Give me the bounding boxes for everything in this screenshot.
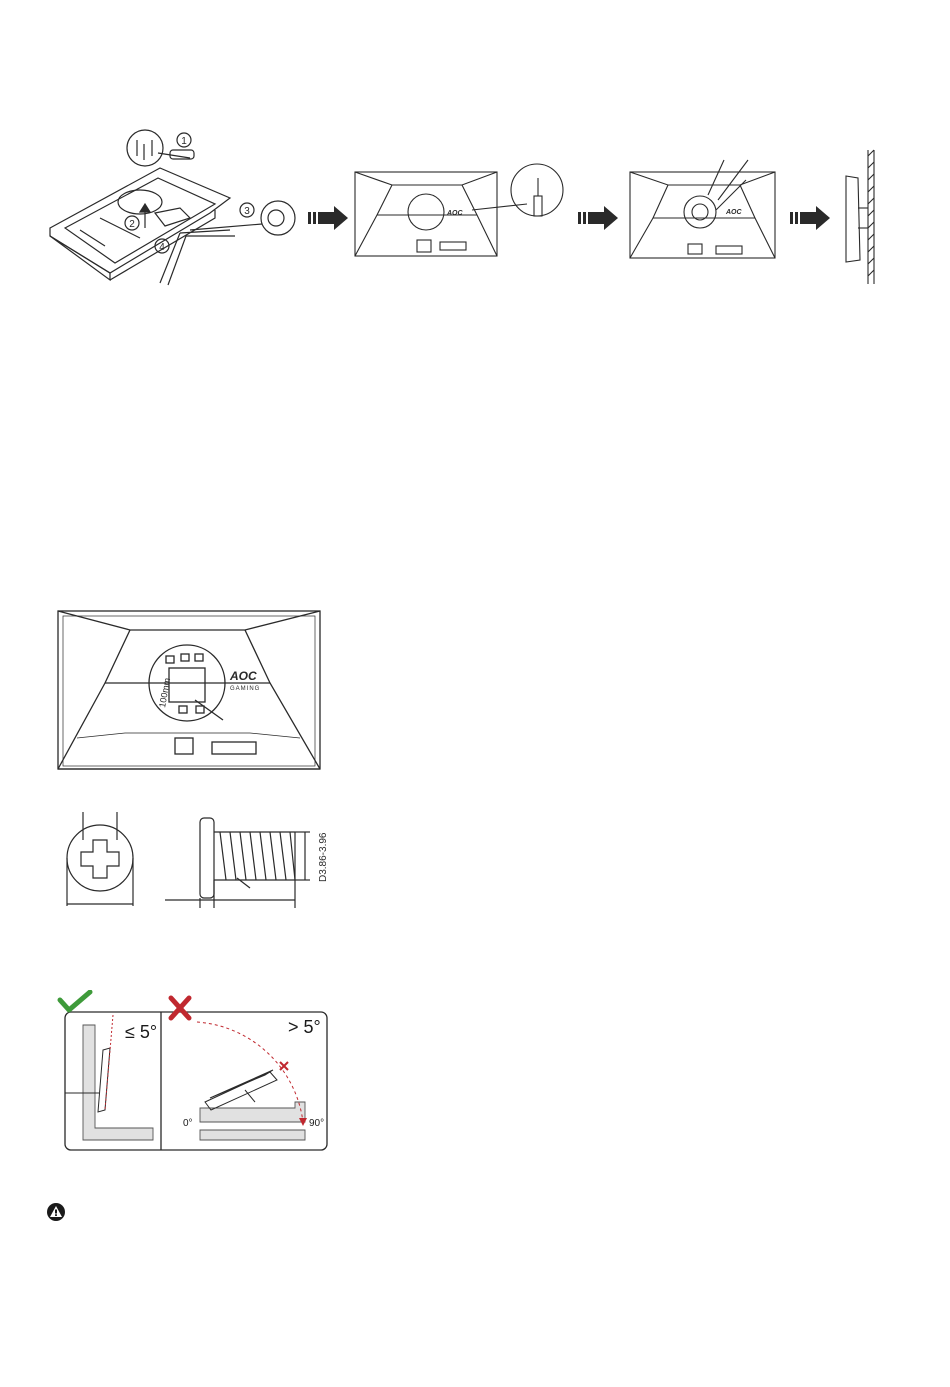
check-icon — [60, 992, 90, 1010]
gaming-logo-text: GAMING — [230, 686, 261, 692]
monitor-back-vesa-diagram — [55, 608, 325, 774]
angle-ninety-label: 90° — [309, 1118, 325, 1129]
callout-1: 1 — [181, 136, 187, 147]
callout-3: 3 — [244, 206, 250, 217]
aoc-logo-small: AOC — [726, 209, 742, 216]
vesa-size-label: 100mm — [157, 677, 173, 709]
screw-mounting-illustration — [628, 150, 778, 265]
screw-specification-diagram — [55, 810, 340, 915]
callout-2: 2 — [129, 219, 135, 230]
stand-removal-illustration — [40, 118, 310, 293]
cross-icon — [171, 998, 189, 1018]
warning-icon — [46, 1202, 66, 1222]
callout-4: 4 — [159, 242, 165, 253]
angle-zero-label: 0° — [183, 1118, 193, 1129]
tilt-ok-label: ≤ 5° — [125, 1022, 158, 1042]
aoc-logo: AOC — [230, 669, 257, 683]
wall-mounted-illustration — [838, 148, 883, 286]
screw-diameter-label: D3.86-3.96 — [318, 832, 329, 882]
arrow-right-icon — [308, 206, 350, 230]
tilt-warning-diagram — [55, 990, 335, 1155]
tilt-bad-label: > 5° — [288, 1017, 321, 1037]
aoc-logo-small: AOC — [447, 210, 463, 217]
arrow-right-icon — [790, 206, 832, 230]
arrow-right-icon — [578, 206, 620, 230]
cover-removal-illustration — [352, 160, 572, 270]
